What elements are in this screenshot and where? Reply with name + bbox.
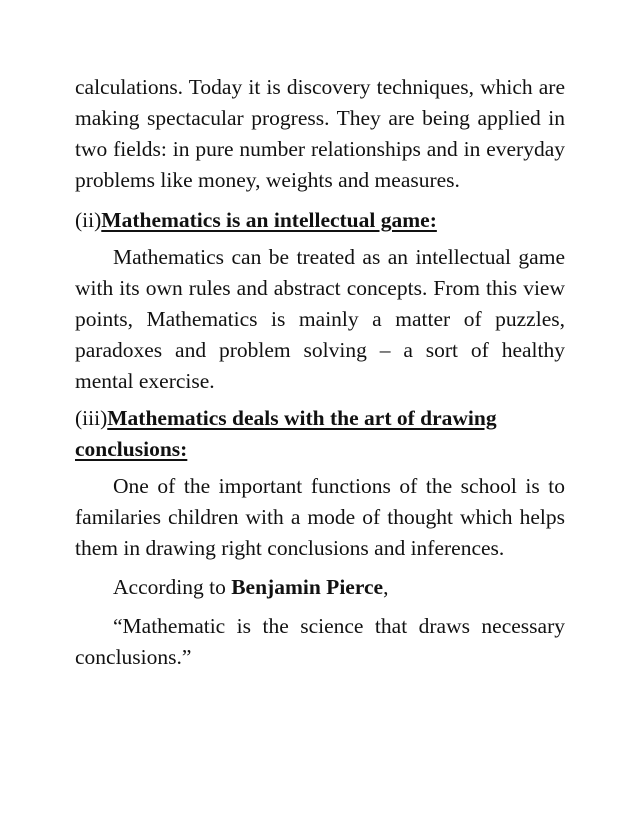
section-title: Mathematics deals with the art of drawing conclusions: (75, 406, 497, 461)
quote-paragraph: “Mathematic is the science that draws necessary conclusions.” (75, 614, 565, 669)
intro-paragraph: calculations. Today it is discovery techniques, which are making spectacular progress. They are being applied in two fields: in pure number relationships and in everyday problems like money, weights and measures. (75, 75, 565, 192)
section-heading-drawing-conclusions (75, 403, 565, 465)
section-number: (iii) (75, 406, 108, 430)
attribution-line (75, 572, 565, 603)
section-heading-intellectual-game (75, 205, 565, 236)
section-title: Mathematics is an intellectual game: (101, 208, 437, 232)
attribution-prefix: According to (113, 575, 232, 599)
section-paragraph-intellectual-game: Mathematics can be treated as an intellectual game with its own rules and abstract concepts. From this view points, Mathematics is mainly a matter of puzzles, paradoxes and problem solving – a sort of healthy mental exercise. (75, 245, 565, 393)
attribution-name: Benjamin Pierce (231, 575, 384, 599)
attribution-suffix: , (383, 575, 389, 599)
document-page (75, 72, 565, 673)
section-number: (ii) (75, 208, 102, 232)
section-paragraph-drawing-conclusions: One of the important functions of the school is to familaries children with a mode of thought which helps them in drawing right conclusions and inferences. (75, 474, 565, 560)
